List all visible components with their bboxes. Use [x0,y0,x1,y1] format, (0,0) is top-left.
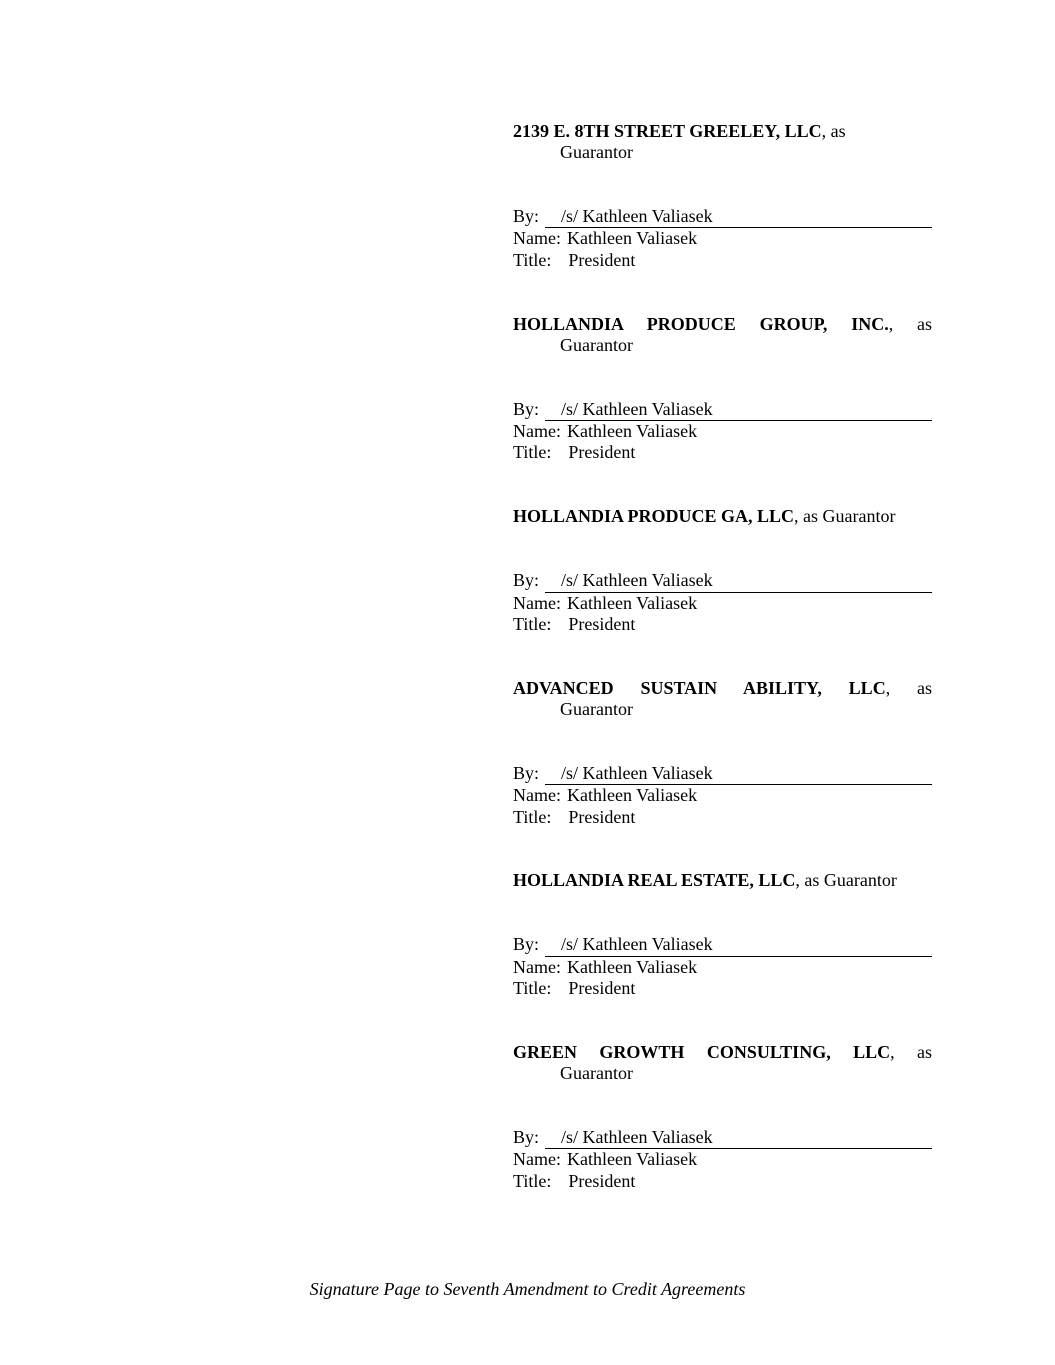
by-label: By: [513,206,540,227]
by-line [513,570,932,592]
signature-text: /s/ Kathleen Valiasek [561,1126,713,1147]
signature-line [545,399,932,421]
name-value: Kathleen Valiasek [566,1149,698,1170]
by-line [513,934,932,956]
by-label: By: [513,762,540,783]
by-line [513,763,932,785]
guarantor-line: Guarantor [560,334,633,355]
name-line [513,785,932,806]
title-line [513,978,932,999]
name-value: Kathleen Valiasek [566,785,698,806]
name-value: Kathleen Valiasek [566,421,698,442]
company-name: HOLLANDIA PRODUCE GROUP, INC. [513,313,889,334]
signature-text: /s/ Kathleen Valiasek [561,398,713,419]
title-label: Title: [513,442,552,463]
by-label: By: [513,398,540,419]
company-heading [513,506,932,527]
name-line [513,421,932,442]
name-value: Kathleen Valiasek [566,592,698,613]
name-label: Name: [513,228,561,249]
by-label: By: [513,934,540,955]
company-name: GREEN GROWTH CONSULTING, LLC [513,1041,891,1062]
title-value: President [568,613,636,634]
company-suffix: , as [885,677,933,698]
title-line [513,442,932,463]
title-value: President [568,806,636,827]
title-value: President [568,1170,636,1191]
name-line [513,228,932,249]
company-heading [513,1042,932,1063]
signature-line [545,570,932,592]
title-label: Title: [513,613,552,634]
name-label: Name: [513,785,561,806]
signature-block [513,121,932,271]
company-suffix: , as [821,121,846,141]
name-value: Kathleen Valiasek [566,228,698,249]
signature-block [513,1042,932,1192]
name-line [513,593,932,614]
company-name: HOLLANDIA PRODUCE GA, LLC [513,506,795,527]
title-label: Title: [513,977,552,998]
guarantor-line: Guarantor [560,699,633,720]
title-label: Title: [513,1170,552,1191]
company-suffix: , as Guarantor [795,870,897,891]
signature-block [513,314,932,464]
signature-line [545,206,932,228]
company-name: 2139 E. 8TH STREET GREELEY, LLC [513,121,822,141]
spacer [513,720,932,763]
guarantor-line: Guarantor [560,1063,633,1084]
signature-block [513,678,932,828]
title-value: President [568,977,636,998]
company-heading [513,121,932,142]
company-name: ADVANCED SUSTAIN ABILITY, LLC [513,677,886,698]
spacer [513,164,932,207]
name-line [513,957,932,978]
company-suffix: , as Guarantor [794,506,896,527]
title-value: President [568,442,636,463]
name-label: Name: [513,421,561,442]
signature-line [545,934,932,956]
signature-line [545,763,932,785]
title-line [513,1171,932,1192]
title-value: President [568,249,636,270]
signature-column [513,121,932,1234]
by-line [513,399,932,421]
signature-line [545,1127,932,1149]
company-suffix: , as [888,313,932,334]
name-value: Kathleen Valiasek [566,956,698,977]
company-heading [513,678,932,699]
by-label: By: [513,570,540,591]
signature-block [513,506,932,635]
company-name: HOLLANDIA REAL ESTATE, LLC [513,870,796,891]
signature-text: /s/ Kathleen Valiasek [561,934,713,955]
by-line [513,1127,932,1149]
signature-text: /s/ Kathleen Valiasek [561,570,713,591]
title-label: Title: [513,249,552,270]
title-label: Title: [513,806,552,827]
name-label: Name: [513,956,561,977]
title-line [513,250,932,271]
spacer [513,892,932,935]
name-label: Name: [513,592,561,613]
by-line [513,206,932,228]
company-suffix: , as [890,1041,933,1062]
company-heading [513,870,932,891]
title-line [513,807,932,828]
signature-text: /s/ Kathleen Valiasek [561,762,713,783]
company-heading [513,314,932,335]
page-footer-note: Signature Page to Seventh Amendment to Credit Agreements [309,1279,746,1299]
signature-text: /s/ Kathleen Valiasek [561,206,713,227]
name-label: Name: [513,1149,561,1170]
guarantor-line: Guarantor [560,142,633,163]
spacer [513,528,932,571]
by-label: By: [513,1126,540,1147]
title-line [513,614,932,635]
spacer [513,356,932,399]
name-line [513,1149,932,1170]
signature-block [513,870,932,999]
spacer [513,1084,932,1127]
